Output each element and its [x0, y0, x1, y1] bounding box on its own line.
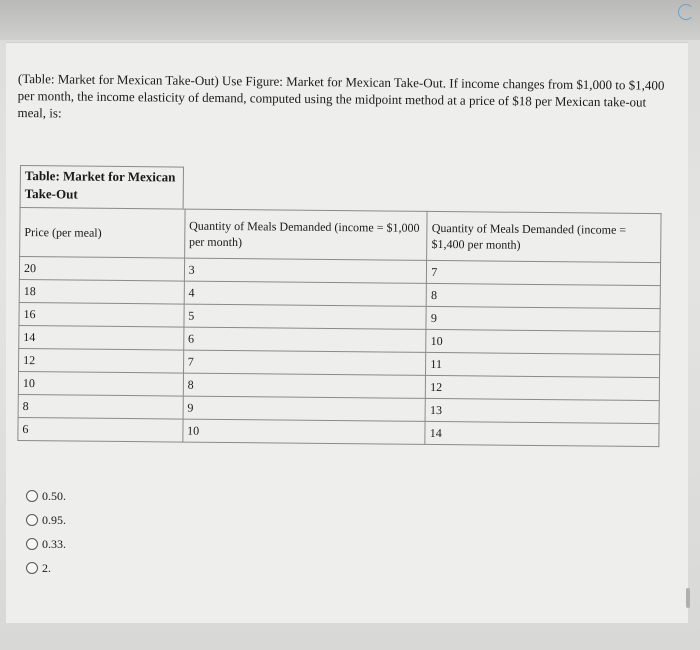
column-header-price: Price (per meal) [20, 208, 185, 259]
quantity-1000-cell: 9 [183, 396, 426, 421]
answer-option[interactable] [26, 532, 66, 556]
price-cell: 14 [19, 325, 184, 350]
price-cell: 8 [18, 394, 183, 419]
quantity-1400-cell: 11 [426, 352, 660, 377]
quantity-1400-cell: 13 [425, 398, 659, 423]
column-header-quantity-1000: Quantity of Meals Demanded (income = $1,000 per month) [184, 209, 427, 260]
quantity-1400-cell: 14 [425, 421, 659, 446]
radio-button[interactable] [26, 490, 38, 502]
quantity-1000-cell: 5 [184, 304, 427, 329]
table-header-row [20, 208, 661, 263]
quantity-1000-cell: 7 [183, 350, 426, 375]
question-text: (Table: Market for Mexican Take-Out) Use Figure: Market for Mexican Take-Out. If income changes from $1,000 to $1,400 per month, the income elasticity of demand, computed using the midpoint method at a price of $18 per Mexican take-out meal, is: [17, 70, 665, 121]
top-bar [0, 0, 700, 40]
option-label: 2. [42, 560, 51, 575]
option-label: 0.33. [42, 536, 66, 551]
refresh-icon[interactable] [678, 4, 694, 20]
radio-button[interactable] [26, 514, 38, 526]
price-cell: 18 [19, 279, 184, 304]
option-label: 0.50. [42, 488, 66, 503]
price-cell: 20 [19, 257, 184, 282]
quantity-1000-cell: 8 [183, 373, 426, 398]
option-label: 0.95. [42, 512, 66, 527]
price-cell: 12 [19, 348, 184, 373]
radio-button[interactable] [26, 538, 38, 550]
radio-button[interactable] [26, 562, 38, 574]
price-cell: 6 [18, 417, 183, 442]
answer-option[interactable] [26, 508, 66, 532]
answer-options [26, 484, 66, 580]
answer-option[interactable] [26, 484, 66, 508]
answer-option[interactable] [26, 556, 66, 580]
quantity-1400-cell: 9 [426, 306, 660, 331]
quantity-1400-cell: 12 [426, 375, 660, 400]
price-cell: 10 [18, 371, 183, 396]
data-table [17, 207, 661, 447]
column-header-quantity-1400: Quantity of Meals Demanded (income = $1,400 per month) [427, 211, 661, 262]
quantity-1000-cell: 4 [184, 281, 427, 306]
quantity-1000-cell: 10 [183, 419, 426, 444]
market-table [17, 165, 662, 447]
table-caption: Table: Market for Mexican Take-Out [20, 165, 184, 209]
scrollbar-thumb[interactable] [686, 588, 690, 608]
quantity-1000-cell: 3 [184, 258, 427, 283]
quantity-1400-cell: 10 [426, 329, 660, 354]
quantity-1400-cell: 7 [427, 260, 661, 285]
quantity-1400-cell: 8 [426, 283, 660, 308]
quantity-1000-cell: 6 [183, 327, 426, 352]
price-cell: 16 [19, 302, 184, 327]
